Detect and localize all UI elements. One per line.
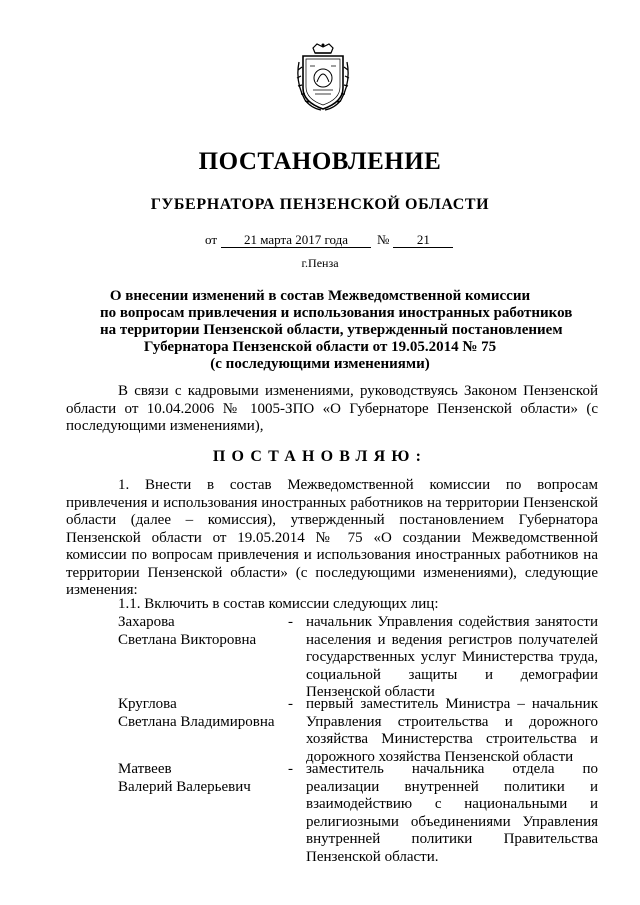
- member-dash: -: [288, 761, 293, 777]
- member-position: первый заместитель Министра – начальник Управления строительства и дорожного хозяйства Министерства строительства и дорожного хозяйства Пензенской области: [306, 696, 598, 765]
- member-name: [118, 614, 278, 649]
- heading-line: на территории Пензенской области, утвержденный постановлением: [100, 322, 563, 338]
- heading-line: О внесении изменений в состав Межведомственной комиссии: [109, 288, 531, 304]
- member-position: начальник Управления содействия занятости населения и ведения регистров получателей государственных услуг Министерства труда, социальной защиты и демографии Пензенской области: [306, 614, 598, 700]
- document-date: 21 марта 2017 года: [221, 233, 371, 248]
- member-given-names: Светлана Викторовна: [118, 631, 257, 648]
- member-given-names: Светлана Владимировна: [118, 713, 275, 730]
- coat-of-arms-emblem: [295, 42, 351, 112]
- member-surname: Круглова: [118, 696, 177, 712]
- preamble-paragraph: В связи с кадровыми изменениями, руководствуясь Законом Пензенской области от 10.04.2006 № 1005-ЗПО «О Губернаторе Пензенской области» (с последующими изменениями),: [66, 383, 598, 434]
- paragraph-1-1: 1.1. Включить в состав комиссии следующих лиц:: [118, 596, 439, 612]
- member-surname: Матвеев: [118, 761, 172, 777]
- member-name: [118, 761, 278, 796]
- member-surname: Захарова: [118, 614, 175, 630]
- member-name: [118, 696, 278, 731]
- document-issuer: ГУБЕРНАТОРА ПЕНЗЕНСКОЙ ОБЛАСТИ: [150, 196, 490, 213]
- heading-line: по вопросам привлечения и использования иностранных работников: [100, 305, 573, 321]
- date-prefix: от: [205, 232, 218, 247]
- heading-line: (с последующими изменениями): [210, 356, 430, 372]
- paragraph-1: 1. Внести в состав Межведомственной комиссии по вопросам привлечения и использования иностранных работников на территории Пензенской области (далее – комиссия), утвержденный постановлением Губернатора Пензенской области от 19.05.2014 № 75 «О создании Межведомственной комиссии по вопросам привлечения и использования иностранных работников на территории Пензенской области» (с последующими изменениями), следующие изменения:: [66, 477, 598, 598]
- date-number-line: [205, 232, 465, 250]
- document-title: ПОСТАНОВЛЕНИЕ: [198, 148, 442, 175]
- member-dash: -: [288, 696, 293, 712]
- document-number: 21: [393, 233, 453, 248]
- document-city: г.Пенза: [301, 256, 339, 270]
- decree-word: ПОСТАНОВЛЯЮ:: [212, 448, 428, 465]
- heading-line: Губернатора Пензенской области от 19.05.2014 № 75: [143, 339, 497, 355]
- number-sign: №: [377, 232, 390, 247]
- member-given-names: Валерий Валерьевич: [118, 778, 251, 795]
- member-dash: -: [288, 614, 293, 630]
- member-position: заместитель начальника отдела по реализации внутренней политики и взаимодействию с национальными и религиозными объединениями Управления внутренней политики Правительства Пензенской области.: [306, 761, 598, 865]
- document-heading: [100, 288, 573, 373]
